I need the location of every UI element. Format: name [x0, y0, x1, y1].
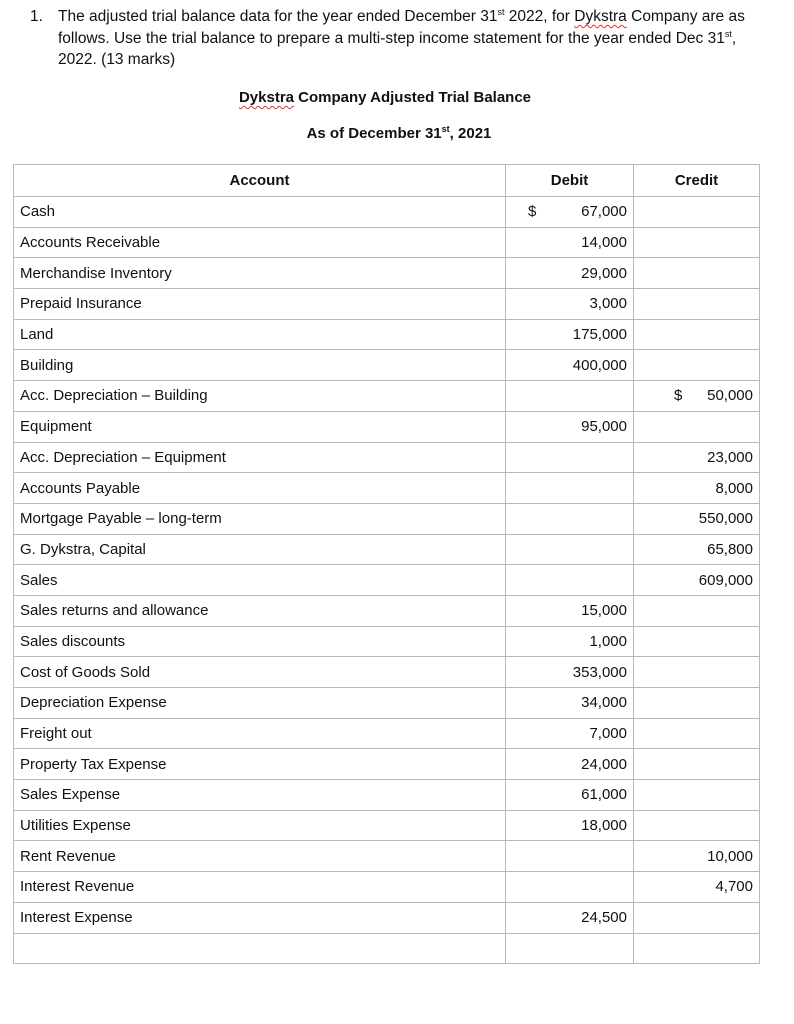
credit-cell — [634, 688, 760, 719]
credit-value: 23,000 — [707, 448, 753, 466]
account-name: Property Tax Expense — [20, 755, 167, 773]
credit-value: 4,700 — [715, 878, 753, 896]
credit-cell — [634, 872, 760, 903]
account-name: Freight out — [20, 725, 92, 743]
table-row — [14, 381, 760, 412]
credit-cell — [634, 534, 760, 565]
account-name: Accounts Receivable — [20, 234, 161, 252]
credit-cell — [634, 227, 760, 258]
debit-value: 400,000 — [572, 356, 627, 374]
credit-cell — [634, 473, 760, 504]
account-name: Cost of Goods Sold — [20, 663, 151, 681]
table-row — [14, 258, 760, 289]
table-row — [14, 595, 760, 626]
debit-value: 61,000 — [581, 786, 627, 804]
credit-value: 609,000 — [698, 571, 753, 589]
account-name: Sales returns and allowance — [20, 602, 209, 620]
question-part: The adjusted trial balance data for the year ended December 31 — [58, 8, 498, 25]
account-cell — [14, 780, 506, 811]
debit-cell — [506, 657, 634, 688]
table-row — [14, 902, 760, 933]
question-part: 2022, for — [504, 8, 575, 25]
credit-cell — [634, 319, 760, 350]
debit-cell — [506, 872, 634, 903]
credit-cell — [634, 197, 760, 228]
account-name: Mortgage Payable – long-term — [20, 510, 222, 528]
table-row — [14, 565, 760, 596]
credit-value: 550,000 — [698, 510, 753, 528]
date-part: As of December 31 — [306, 125, 442, 142]
account-name: Land — [20, 326, 54, 344]
account-name: G. Dykstra, Capital — [20, 540, 146, 558]
account-name: Cash — [20, 203, 56, 221]
table-row — [14, 718, 760, 749]
header-row — [14, 165, 760, 197]
trial-balance-table — [13, 164, 760, 964]
credit-value: 50,000 — [707, 387, 753, 405]
account-name: Sales discounts — [20, 632, 126, 650]
credit-value: 65,800 — [707, 540, 753, 558]
credit-cell — [634, 258, 760, 289]
credit-cell — [634, 902, 760, 933]
table-row — [14, 197, 760, 228]
account-cell — [14, 718, 506, 749]
debit-cell — [506, 473, 634, 504]
dollar-sign: $ — [528, 203, 537, 221]
debit-value: 7,000 — [589, 725, 627, 743]
debit-cell — [506, 197, 634, 228]
question-number: 1. — [30, 8, 43, 25]
credit-cell — [634, 626, 760, 657]
table-title — [0, 89, 782, 106]
account-cell — [14, 749, 506, 780]
account-name: Interest Revenue — [20, 878, 135, 896]
debit-value: 18,000 — [581, 817, 627, 835]
account-cell — [14, 902, 506, 933]
dollar-sign: $ — [674, 387, 683, 405]
company-name: Dykstra — [238, 89, 295, 106]
account-cell — [14, 381, 506, 412]
debit-cell — [506, 258, 634, 289]
date-part: , 2021 — [449, 125, 492, 142]
account-name: Merchandise Inventory — [20, 264, 172, 282]
table-row — [14, 534, 760, 565]
debit-cell — [506, 534, 634, 565]
account-cell — [14, 688, 506, 719]
title-rest: Company Adjusted Trial Balance — [294, 89, 532, 106]
debit-cell — [506, 565, 634, 596]
table-row — [14, 503, 760, 534]
debit-cell — [506, 841, 634, 872]
debit-cell — [506, 933, 634, 964]
credit-cell — [634, 810, 760, 841]
account-cell — [14, 350, 506, 381]
debit-value: 95,000 — [581, 418, 627, 436]
account-cell — [14, 319, 506, 350]
account-cell — [14, 595, 506, 626]
account-name: Equipment — [20, 418, 92, 436]
debit-cell — [506, 319, 634, 350]
table-date — [2, 125, 794, 142]
credit-cell — [634, 595, 760, 626]
credit-cell — [634, 718, 760, 749]
credit-cell — [634, 289, 760, 320]
credit-cell — [634, 841, 760, 872]
debit-cell — [506, 227, 634, 258]
question-part: , 2022. (13 marks) — [58, 29, 737, 68]
account-cell — [14, 841, 506, 872]
table-row — [14, 780, 760, 811]
debit-cell — [506, 595, 634, 626]
header-account: Account — [14, 165, 506, 197]
debit-value: 29,000 — [581, 264, 627, 282]
table-row — [14, 289, 760, 320]
table-row — [14, 872, 760, 903]
credit-cell — [634, 381, 760, 412]
table-row — [14, 227, 760, 258]
account-name: Utilities Expense — [20, 817, 131, 835]
superscript: st — [724, 28, 732, 39]
company-name: Dykstra — [574, 8, 627, 25]
debit-value: 15,000 — [581, 602, 627, 620]
account-cell — [14, 258, 506, 289]
question-part: Company are as follows. Use the trial balance to prepare a multi-step income statement for the year ended Dec 31 — [58, 8, 745, 47]
table-row — [14, 319, 760, 350]
debit-cell — [506, 780, 634, 811]
table-row — [14, 657, 760, 688]
debit-cell — [506, 289, 634, 320]
account-cell — [14, 626, 506, 657]
credit-cell — [634, 657, 760, 688]
account-name: Sales — [20, 571, 58, 589]
debit-value: 1,000 — [589, 632, 627, 650]
credit-cell — [634, 442, 760, 473]
account-name: Depreciation Expense — [20, 694, 167, 712]
table-row — [14, 933, 760, 964]
table-row — [14, 350, 760, 381]
account-name: Prepaid Insurance — [20, 295, 142, 313]
debit-cell — [506, 902, 634, 933]
debit-value: 3,000 — [589, 295, 627, 313]
debit-value: 353,000 — [572, 663, 627, 681]
account-cell — [14, 473, 506, 504]
account-cell — [14, 197, 506, 228]
debit-cell — [506, 411, 634, 442]
account-name: Sales Expense — [20, 786, 121, 804]
debit-value: 14,000 — [581, 234, 627, 252]
account-cell — [14, 565, 506, 596]
account-cell — [14, 227, 506, 258]
debit-cell — [506, 810, 634, 841]
debit-cell — [506, 381, 634, 412]
credit-cell — [634, 780, 760, 811]
debit-cell — [506, 442, 634, 473]
account-cell — [14, 933, 506, 964]
account-name: Rent Revenue — [20, 847, 116, 865]
debit-cell — [506, 688, 634, 719]
table-row — [14, 841, 760, 872]
account-cell — [14, 289, 506, 320]
table-row — [14, 626, 760, 657]
credit-cell — [634, 749, 760, 780]
account-name: Acc. Depreciation – Equipment — [20, 448, 226, 466]
table-row — [14, 688, 760, 719]
account-cell — [14, 872, 506, 903]
account-name: Accounts Payable — [20, 479, 141, 497]
table-row — [14, 411, 760, 442]
table-row — [14, 810, 760, 841]
header-credit: Credit — [634, 165, 760, 197]
credit-cell — [634, 503, 760, 534]
debit-cell — [506, 503, 634, 534]
credit-value: 10,000 — [707, 847, 753, 865]
superscript: st — [497, 6, 505, 17]
debit-value: 24,000 — [581, 755, 627, 773]
table-row — [14, 473, 760, 504]
credit-value: 8,000 — [715, 479, 753, 497]
credit-cell — [634, 411, 760, 442]
debit-value: 34,000 — [581, 694, 627, 712]
superscript: st — [441, 124, 450, 134]
header-debit: Debit — [506, 165, 634, 197]
account-cell — [14, 442, 506, 473]
account-name: Interest Expense — [20, 909, 133, 927]
account-name: Acc. Depreciation – Building — [20, 387, 208, 405]
question-text — [30, 6, 770, 71]
credit-cell — [634, 350, 760, 381]
debit-cell — [506, 350, 634, 381]
credit-cell — [634, 565, 760, 596]
debit-value: 67,000 — [581, 203, 627, 221]
account-cell — [14, 657, 506, 688]
credit-cell — [634, 933, 760, 964]
account-cell — [14, 534, 506, 565]
debit-value: 175,000 — [572, 326, 627, 344]
account-cell — [14, 411, 506, 442]
debit-cell — [506, 626, 634, 657]
table-row — [14, 442, 760, 473]
debit-cell — [506, 718, 634, 749]
debit-cell — [506, 749, 634, 780]
table-row — [14, 749, 760, 780]
account-cell — [14, 503, 506, 534]
account-name: Building — [20, 356, 74, 374]
account-cell — [14, 810, 506, 841]
debit-value: 24,500 — [581, 909, 627, 927]
